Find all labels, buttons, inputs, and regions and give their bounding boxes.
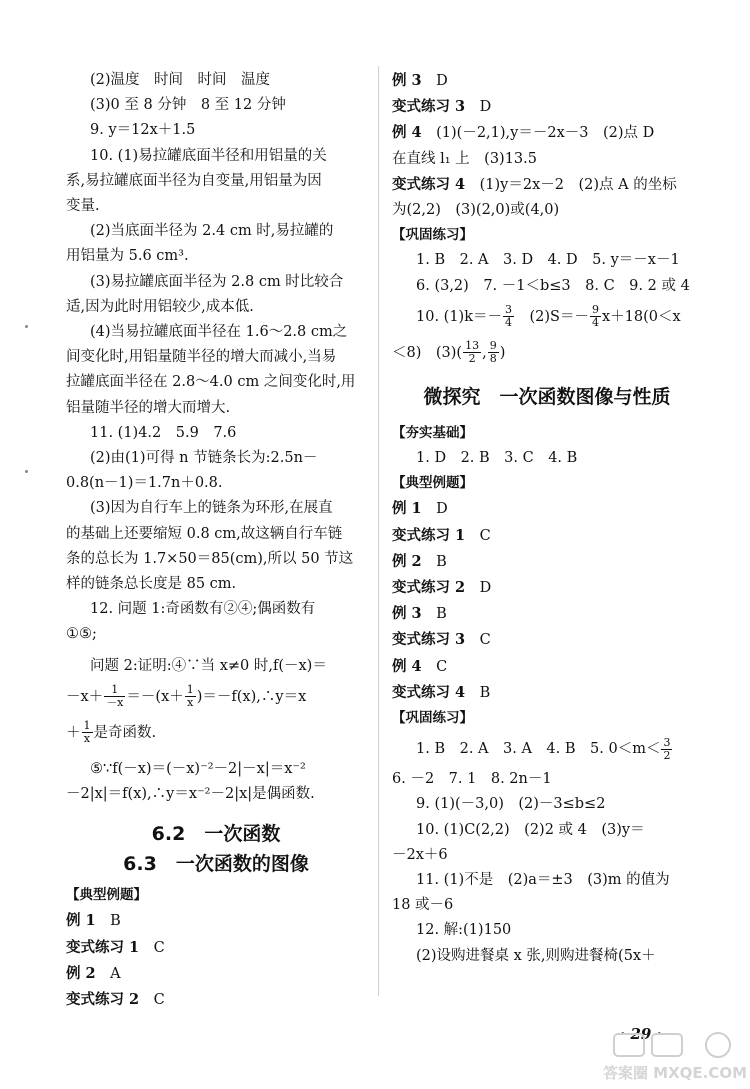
text-segment: ＋: [66, 724, 81, 741]
right-column: [392, 68, 702, 969]
example-label: 变式练习 2: [392, 579, 466, 597]
text-segment: (2)S＝－: [529, 308, 589, 325]
answer-row: [66, 987, 366, 1013]
example-answer: C: [153, 939, 165, 956]
section-title-micro: 微探究 一次函数图像与性质: [423, 385, 671, 408]
example-answer: C: [436, 658, 448, 675]
answer-row: [392, 523, 702, 549]
section-tag: 【典型例题】: [392, 475, 473, 492]
text-line: ⑤∵f(－x)＝(－x)⁻²－2|－x|＝x⁻²: [90, 760, 306, 777]
answer-row: [392, 680, 702, 706]
text-line: 条的总长为 1.7×50＝85(cm),所以 50 节这: [66, 550, 354, 567]
example-label: 例 1: [392, 500, 422, 518]
example-answer: B: [436, 553, 447, 570]
example-answer: D: [479, 99, 492, 116]
math-line: [392, 299, 702, 335]
fraction-denominator: 8: [489, 352, 497, 366]
fraction-denominator: x: [187, 696, 194, 710]
answer-row: [392, 654, 702, 680]
answer-row: [392, 627, 702, 653]
example-label: 例 2: [66, 964, 96, 982]
watermark-logo: [600, 1026, 750, 1086]
text-line: ①⑤;: [66, 626, 97, 643]
text-line: 0.8(n－1)＝1.7n＋0.8.: [66, 475, 223, 492]
text-segment: 是奇函数.: [93, 724, 157, 741]
example-answer: C: [479, 632, 491, 649]
answer-row: [392, 601, 702, 627]
fraction-numerator: 1: [186, 683, 194, 697]
fraction-numerator: 1: [83, 719, 91, 733]
text-segment: ,: [482, 344, 487, 361]
text-line: 9. y＝12x＋1.5: [90, 122, 196, 139]
text-line: 1. D 2. B 3. C 4. B: [416, 450, 578, 467]
section-tag: 【典型例题】: [66, 887, 147, 904]
text-segment: x＋18(0＜x: [601, 308, 681, 325]
text-line: 12. 解:(1)150: [416, 922, 512, 939]
answer-row: [392, 94, 702, 120]
example-answer: C: [479, 527, 491, 544]
math-line: [392, 731, 702, 767]
text-segment: 1. B 2. A 3. A 4. B 5. 0＜m＜: [416, 741, 661, 758]
answer-row: [392, 496, 702, 522]
text-line: 6. －2 7. 1 8. 2n－1: [392, 771, 552, 788]
example-answer: D: [436, 73, 448, 89]
text-line: 9. (1)(－3,0) (2)－3≤b≤2: [416, 796, 606, 813]
scan-speck: [25, 470, 28, 473]
answer-row: [66, 935, 366, 961]
example-label: 例 3: [392, 72, 422, 89]
fraction-numerator: 13: [465, 339, 480, 353]
text-line: 12. 问题 1:奇函数有②④;偶函数有: [90, 601, 316, 618]
text-line: －2x＋6: [392, 846, 448, 863]
example-answer: D: [479, 580, 492, 597]
section-title-6-2: 6.2 一次函数: [151, 823, 281, 846]
example-label: 变式练习 4: [392, 683, 466, 701]
text-segment: (1)y＝2x－2 (2)点 A 的坐标: [479, 176, 677, 193]
example-label: 变式练习 3: [392, 631, 466, 649]
section-title-6-3: 6.3 一次函数的图像: [123, 853, 309, 876]
example-label: 变式练习 4: [392, 175, 466, 193]
fraction-numerator: 1: [104, 684, 125, 697]
answer-row: [66, 908, 366, 934]
fraction: [82, 720, 93, 745]
example-answer: C: [153, 992, 165, 1009]
text-line: 问题 2:证明:④∵当 x≠0 时,f(－x)＝: [90, 657, 327, 674]
example-label: 例 4: [392, 124, 422, 142]
fraction: [661, 737, 672, 762]
text-line: 1. B 2. A 3. D 4. D 5. y＝－x－1: [416, 252, 680, 269]
text-line: (3)因为自行车上的链条为环形,在展直: [90, 500, 333, 517]
answer-row: [392, 549, 702, 575]
text-line: 的基础上还要缩短 0.8 cm,故这辆自行车链: [66, 525, 343, 542]
text-line: 10. (1)C(2,2) (2)2 或 4 (3)y＝: [416, 821, 645, 838]
fraction: [463, 340, 481, 365]
fraction-denominator: 2: [663, 748, 671, 762]
text-line: 间变化时,用铝量随半径的增大而减小,当易: [66, 349, 337, 366]
example-label: 例 1: [66, 912, 96, 930]
example-label: 变式练习 2: [66, 991, 140, 1009]
text-line: 铝量随半径的增大而增大.: [66, 399, 231, 416]
section-tag: 【巩固练习】: [392, 227, 473, 244]
fraction-numerator: 9: [591, 303, 599, 317]
text-line: (2)设购进餐桌 x 张,则购进餐椅(5x＋: [416, 947, 656, 964]
example-answer: B: [479, 684, 491, 701]
text-line: －2|x|＝f(x),∴y＝x⁻²－2|x|是偶函数.: [66, 786, 315, 803]
answer-row: [392, 172, 702, 198]
text-line: (2)温度 时间 时间 温度: [90, 72, 271, 88]
example-label: 变式练习 1: [66, 938, 140, 956]
text-line: 10. (1)易拉罐底面半径和用铝量的关: [90, 147, 327, 164]
watermark-text: 答案圈 MXQE.COM: [602, 1064, 748, 1082]
fraction-denominator: 4: [505, 316, 512, 330]
math-line: [66, 715, 366, 751]
fraction: [104, 684, 125, 709]
text-line: (2)当底面半径为 2.4 cm 时,易拉罐的: [90, 223, 334, 240]
answer-row: [66, 961, 366, 987]
text-line: 拉罐底面半径在 2.8～4.0 cm 之间变化时,用: [66, 374, 356, 391]
text-line: 18 或－6: [392, 897, 454, 914]
page-number: · 29 ·: [620, 1025, 662, 1043]
text-line: 用铝量为 5.6 cm³.: [66, 248, 189, 265]
fraction: [185, 684, 196, 709]
text-segment: 10. (1)k＝－: [416, 308, 502, 325]
example-answer: D: [436, 501, 448, 518]
text-line: 11. (1)4.2 5.9 7.6: [90, 424, 237, 441]
text-line: 变量.: [66, 198, 100, 215]
fraction-denominator: 4: [591, 316, 599, 330]
text-segment: ＜8) (3)(: [392, 344, 463, 361]
math-line: [66, 679, 366, 715]
text-line: (3)易拉罐底面半径为 2.8 cm 时比较合: [90, 273, 344, 290]
column-divider: [378, 66, 379, 996]
text-segment: (1)(－2,1),y＝－2x－3 (2)点 D: [436, 125, 655, 142]
text-line: (3)0 至 8 分钟 8 至 12 分钟: [90, 97, 286, 114]
fraction: [503, 304, 514, 329]
text-line: 在直线 l₁ 上 (3)13.5: [392, 150, 537, 167]
text-line: 6. (3,2) 7. －1＜b≤3 8. C 9. 2 或 4: [416, 277, 690, 294]
fraction: [488, 340, 499, 365]
example-label: 变式练习 3: [392, 98, 466, 116]
answer-row: [392, 68, 702, 94]
example-label: 例 4: [392, 657, 422, 675]
text-line: 样的链条总长度是 85 cm.: [66, 576, 237, 593]
fraction-denominator: －x: [106, 696, 124, 710]
fraction-numerator: 3: [663, 735, 671, 749]
left-column: [66, 68, 366, 1013]
text-line: (4)当易拉罐底面半径在 1.6～2.8 cm之: [90, 324, 348, 341]
answer-row: [392, 120, 702, 146]
fraction-denominator: 2: [468, 352, 476, 366]
math-line: [392, 335, 702, 371]
fraction-numerator: 9: [489, 339, 497, 353]
section-tag: 【巩固练习】: [392, 710, 473, 727]
text-segment: －x＋: [66, 688, 104, 705]
text-segment: ＝－(x＋: [126, 688, 184, 705]
text-line: 11. (1)不是 (2)a＝±3 (3)m 的值为: [416, 872, 670, 889]
example-label: 例 2: [392, 552, 422, 570]
scan-speck: [25, 325, 28, 328]
text-segment: )＝－f(x),∴y＝x: [196, 688, 307, 705]
example-label: 变式练习 1: [392, 526, 466, 544]
answer-row: [392, 575, 702, 601]
fraction-denominator: x: [83, 732, 91, 746]
example-answer: B: [110, 913, 121, 930]
text-segment: ): [499, 344, 506, 361]
fraction-numerator: 3: [505, 303, 512, 317]
section-tag: 【夯实基础】: [392, 424, 473, 441]
text-line: 系,易拉罐底面半径为自变量,用铝量为因: [66, 172, 322, 189]
text-line: (2)由(1)可得 n 节链条长为:2.5n－: [90, 450, 318, 467]
fraction: [590, 304, 601, 329]
example-label: 例 3: [392, 605, 422, 623]
text-line: 适,因为此时用铝较少,成本低.: [66, 298, 254, 315]
text-line: 为(2,2) (3)(2,0)或(4,0): [392, 202, 560, 219]
example-answer: A: [110, 965, 121, 982]
example-answer: B: [436, 606, 447, 623]
